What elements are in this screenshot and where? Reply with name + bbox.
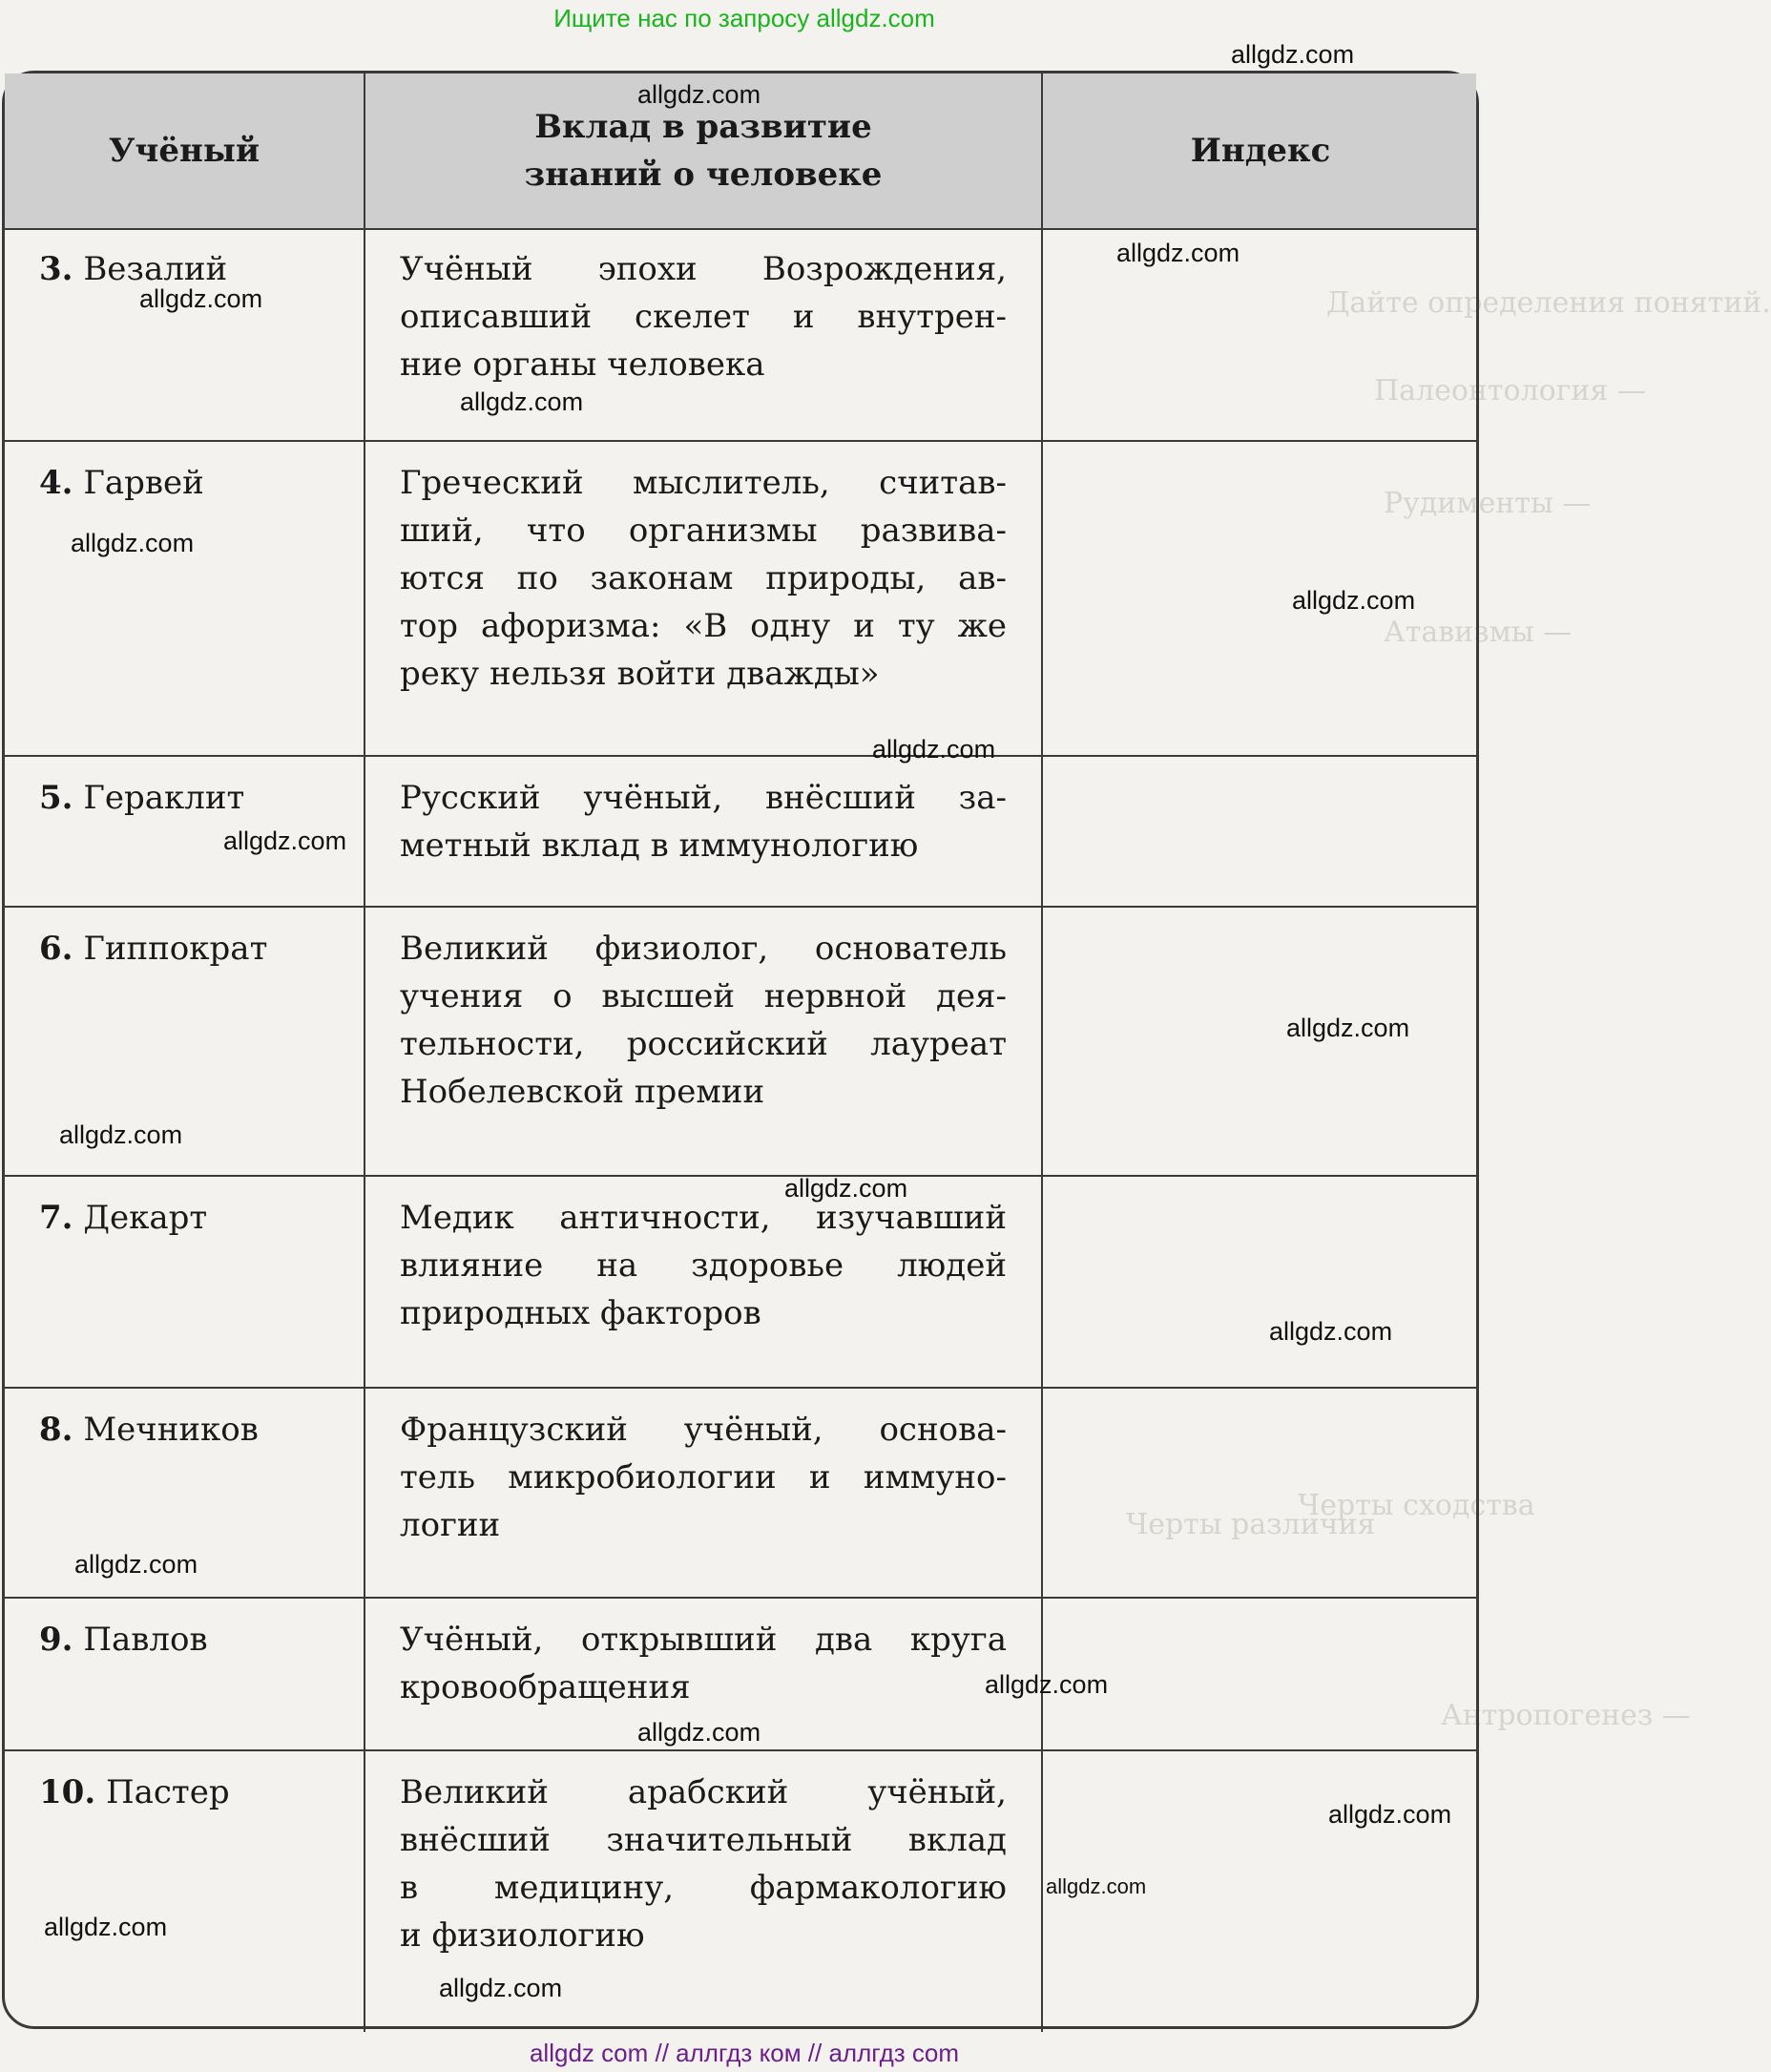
contribution-line: природных факторов [400,1294,761,1332]
header-index: Индекс [1190,132,1331,170]
contribution-cell [400,1616,1007,1711]
watermark: allgdz.com [1292,586,1416,615]
row-number: 3. [39,250,73,288]
row-number: 5. [39,779,73,817]
contribution-line: ший, что организмы развива- [400,512,1007,550]
scientist-name: Мечников [83,1411,259,1449]
contribution-cell [400,1194,1007,1337]
table-body [5,228,1476,2032]
contribution-line: Великий физиолог, основатель [400,930,1007,968]
ghost-text: Черты сходства [1298,1489,1535,1522]
contribution-line: Учёный эпохи Возрождения, [400,250,1007,288]
scientist-cell [39,1616,208,1664]
watermark: allgdz.com [71,529,195,557]
contribution-line: в медицину, фармакологию [400,1869,1007,1907]
ghost-text: Рудименты — [1384,487,1592,520]
scientist-name: Павлов [83,1621,208,1659]
watermark: allgdz.com [460,387,584,416]
table-row [5,1387,1476,1599]
contribution-line: Французский учёный, основа- [400,1411,1007,1449]
ghost-text: Черты различия [1126,1508,1376,1541]
table-row [5,1749,1476,2034]
contribution-line: метный вклад в иммунологию [400,827,919,865]
scientist-cell [39,1769,230,1816]
contribution-line: описавший скелет и внутрен- [400,298,1007,336]
watermark: allgdz.com [637,80,761,109]
contribution-cell [400,1406,1007,1549]
index-answer-cell[interactable] [1043,1177,1444,1389]
contribution-line: логии [400,1506,501,1544]
top-banner[interactable]: Ищите нас по запросу allgdz.com [553,4,935,32]
scientist-cell [39,459,204,507]
contribution-line: тель микробиологии и иммуно- [400,1458,1007,1496]
contribution-line: реку нельзя войти дважды» [400,655,880,693]
scientist-cell [39,1194,207,1242]
scientist-name: Гиппократ [83,930,268,968]
watermark: allgdz.com [439,1974,563,2002]
contribution-line: ние органы человека [400,345,765,384]
column-divider [364,73,365,228]
contribution-line: тельности, российский лауреат [400,1025,1007,1063]
contribution-line: Нобелевской премии [400,1073,765,1111]
row-number: 8. [39,1411,73,1449]
bottom-banner[interactable]: allgdz com // аллгдз ком // аллгдз com [529,2039,960,2067]
contribution-line: и физиологию [400,1916,645,1955]
contribution-line: Учёный, открывший два круга [400,1621,1007,1659]
contribution-cell [400,1769,1007,1959]
watermark: allgdz.com [44,1913,168,1941]
row-number: 7. [39,1199,73,1237]
table-row [5,1175,1476,1389]
contribution-line: внёсший значительный вклад [400,1821,1007,1859]
contribution-line: кровообращения [400,1668,691,1706]
header-scientist: Учёный [108,132,260,170]
contribution-cell [400,774,1007,869]
contribution-cell [400,925,1007,1116]
ghost-text: Антропогенез — [1441,1699,1691,1732]
watermark: allgdz.com [223,827,347,855]
watermark: allgdz.com [1231,40,1355,69]
row-number: 9. [39,1621,73,1659]
watermark: allgdz.com [1046,1874,1147,1898]
watermark: allgdz.com [784,1174,908,1203]
watermark: allgdz.com [1328,1800,1452,1829]
watermark: allgdz.com [59,1120,183,1149]
watermark: allgdz.com [985,1670,1109,1699]
contribution-line: тор афоризма: «В одну и ту же [400,607,1007,645]
scientist-cell [39,925,267,973]
column-divider [1041,73,1043,228]
index-answer-cell[interactable] [1043,1389,1444,1599]
contribution-line: Греческий мыслитель, считав- [400,464,1007,502]
watermark: allgdz.com [637,1718,761,1747]
watermark: allgdz.com [1269,1317,1393,1346]
contribution-line: Медик античности, изучавший [400,1199,1007,1237]
watermark: allgdz.com [1286,1014,1410,1042]
row-number: 4. [39,464,73,502]
table-row [5,906,1476,1177]
watermark: allgdz.com [139,284,263,313]
row-number: 6. [39,930,73,968]
ghost-text: Дайте определения понятий. [1326,286,1771,320]
ghost-text: Палеонтология — [1374,374,1646,408]
scientist-cell [39,1406,259,1454]
index-answer-cell[interactable] [1043,228,1444,440]
scientist-name: Гарвей [83,464,204,502]
scientist-name: Пастер [105,1773,230,1811]
header-contribution: Вклад в развитие знаний о человеке [524,108,883,194]
contribution-line: учения о высшей нервной дея- [400,977,1007,1015]
contribution-cell [400,245,1007,388]
ghost-text: Атавизмы — [1384,616,1573,649]
table-row [5,228,1476,440]
scientist-name: Везалий [83,250,228,288]
row-number: 10. [39,1773,96,1811]
contribution-line: Русский учёный, внёсший за- [400,779,1007,817]
contribution-line: влияние на здоровье людей [400,1246,1007,1285]
contribution-line: ются по законам природы, ав- [400,559,1007,597]
contribution-cell [400,459,1007,698]
watermark: allgdz.com [74,1550,198,1579]
index-answer-cell[interactable] [1043,757,1444,908]
watermark: allgdz.com [872,735,996,764]
scientist-name: Декарт [83,1199,208,1237]
contribution-line: Великий арабский учёный, [400,1773,1007,1811]
table-row [5,440,1476,757]
watermark: allgdz.com [1116,239,1240,267]
scientist-name: Гераклит [83,779,245,817]
scientist-cell [39,774,244,822]
